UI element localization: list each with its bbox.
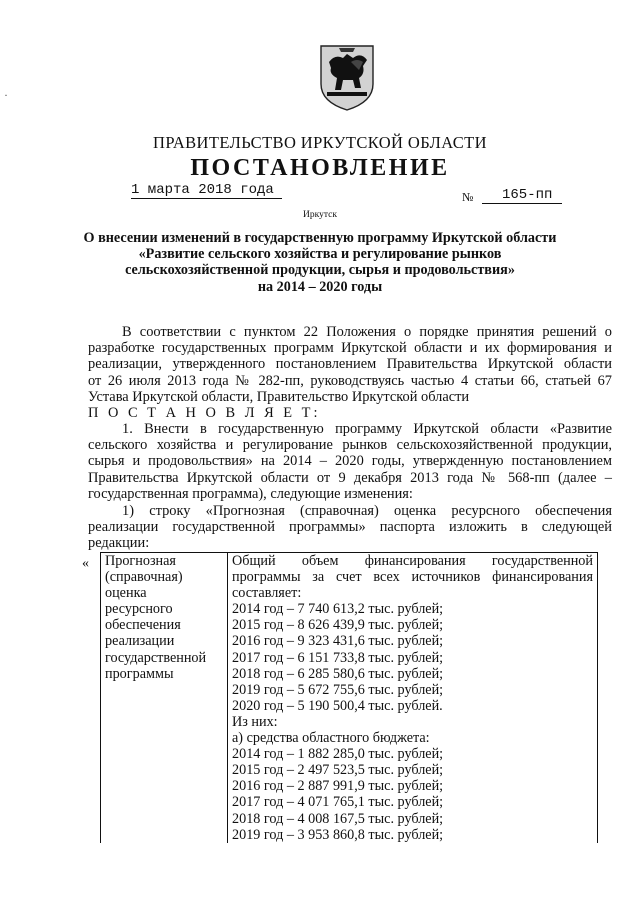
resolves-heading: П О С Т А Н О В Л Я Е Т:: [88, 405, 321, 421]
city: Иркутск: [303, 210, 337, 220]
cell-line: 2018 год – 6 285 580,6 тыс. рублей;: [232, 665, 444, 682]
text-line: Правительства Иркутской области от 9 декабря 2013 года № 568-пп (далее –: [88, 469, 612, 486]
cell-line: государственной: [105, 649, 207, 666]
cell-line: 2014 год – 1 882 285,0 тыс. рублей;: [232, 746, 444, 763]
document-type: ПОСТАНОВЛЕНИЕ: [190, 155, 450, 181]
cell-line: 2017 год – 4 071 765,1 тыс. рублей;: [232, 794, 444, 811]
cell-line: Прогнозная: [105, 553, 176, 569]
cell-line: 2016 год – 2 887 991,9 тыс. рублей;: [232, 778, 444, 795]
text-line: В соответствии с пунктом 22 Положения о порядке принятия решений о: [122, 324, 612, 340]
open-quote: «: [82, 556, 89, 571]
cell-line: 2019 год – 5 672 755,6 тыс. рублей;: [232, 681, 444, 698]
cell-line: 2015 год – 8 626 439,9 тыс. рублей;: [232, 617, 444, 634]
item-1-paragraph: [88, 421, 612, 502]
text-line: реализации государственной программы» паспорта изложить в следующей: [88, 519, 612, 536]
cell-line: 2020 год – 5 190 500,4 тыс. рублей.: [232, 697, 443, 714]
text-line: сельского хозяйства и регулирование рынков сельскохозяйственной продукции,: [88, 437, 612, 454]
cell-line: составляет:: [232, 585, 302, 602]
title-line: сельскохозяйственной продукции, сырья и продовольствия»: [125, 262, 515, 279]
margin-mark: ·: [4, 88, 8, 102]
text-line: государственная программа), следующие изменения:: [88, 485, 413, 502]
cell-line: Общий объем финансирования государственной: [232, 553, 593, 569]
row-value-cell: [228, 553, 598, 843]
cell-line: обеспечения: [105, 617, 181, 634]
text-line: 1. Внести в государственную программу Иркутской области «Развитие: [122, 421, 612, 437]
government-name: ПРАВИТЕЛЬСТВО ИРКУТСКОЙ ОБЛАСТИ: [153, 133, 487, 152]
cell-line: а) средства областного бюджета:: [232, 730, 430, 747]
cell-line: 2014 год – 7 740 613,2 тыс. рублей;: [232, 601, 444, 618]
cell-line: 2018 год – 4 008 167,5 тыс. рублей;: [232, 810, 444, 827]
cell-line: программы: [105, 665, 174, 682]
decree-number: 165-пп: [482, 187, 562, 204]
cell-line: оценка: [105, 585, 147, 602]
cell-line: реализации: [105, 633, 175, 650]
decree-title: [80, 230, 560, 295]
subitem-1-paragraph: [88, 503, 612, 552]
cell-line: (справочная): [105, 569, 183, 586]
table-row: [101, 553, 598, 843]
number-sign: №: [462, 190, 474, 204]
cell-line: 2017 год – 6 151 733,8 тыс. рублей;: [232, 649, 444, 666]
cell-line: программы за счет всех источников финансирования: [232, 569, 593, 586]
text-line: редакции:: [88, 535, 150, 552]
text-line: реализации, утвержденного постановлением Правительства Иркутской области: [88, 356, 612, 373]
text-line: 1) строку «Прогнозная (справочная) оценка ресурсного обеспечения: [122, 503, 612, 519]
cell-line: 2015 год – 2 497 523,5 тыс. рублей;: [232, 762, 444, 779]
row-label-cell: [101, 553, 228, 843]
title-line: «Развитие сельского хозяйства и регулирование рынков: [138, 246, 502, 263]
decree-date: 1 марта 2018 года: [131, 182, 282, 199]
passport-table: [100, 552, 598, 843]
cell-line: ресурсного: [105, 601, 173, 618]
coat-of-arms-icon: [317, 40, 377, 112]
text-line: Устава Иркутской области, Правительство Иркутской области: [88, 388, 470, 405]
cell-line: 2019 год – 3 953 860,8 тыс. рублей;: [232, 826, 444, 843]
title-line: О внесении изменений в государственную программу Иркутской области: [83, 230, 557, 246]
cell-line: 2016 год – 9 323 431,6 тыс. рублей;: [232, 633, 444, 650]
text-line: сырья и продовольствия» на 2014 – 2020 годы, утвержденную постановлением: [88, 453, 612, 470]
preamble-paragraph: [88, 324, 612, 405]
cell-line: Из них:: [232, 713, 278, 730]
text-line: от 26 июля 2013 года № 282-пп, руководствуясь частью 4 статьи 66, статьей 67: [88, 372, 612, 389]
text-line: разработке государственных программ Иркутской области и их формирования и: [88, 340, 612, 357]
title-line: на 2014 – 2020 годы: [257, 278, 383, 295]
